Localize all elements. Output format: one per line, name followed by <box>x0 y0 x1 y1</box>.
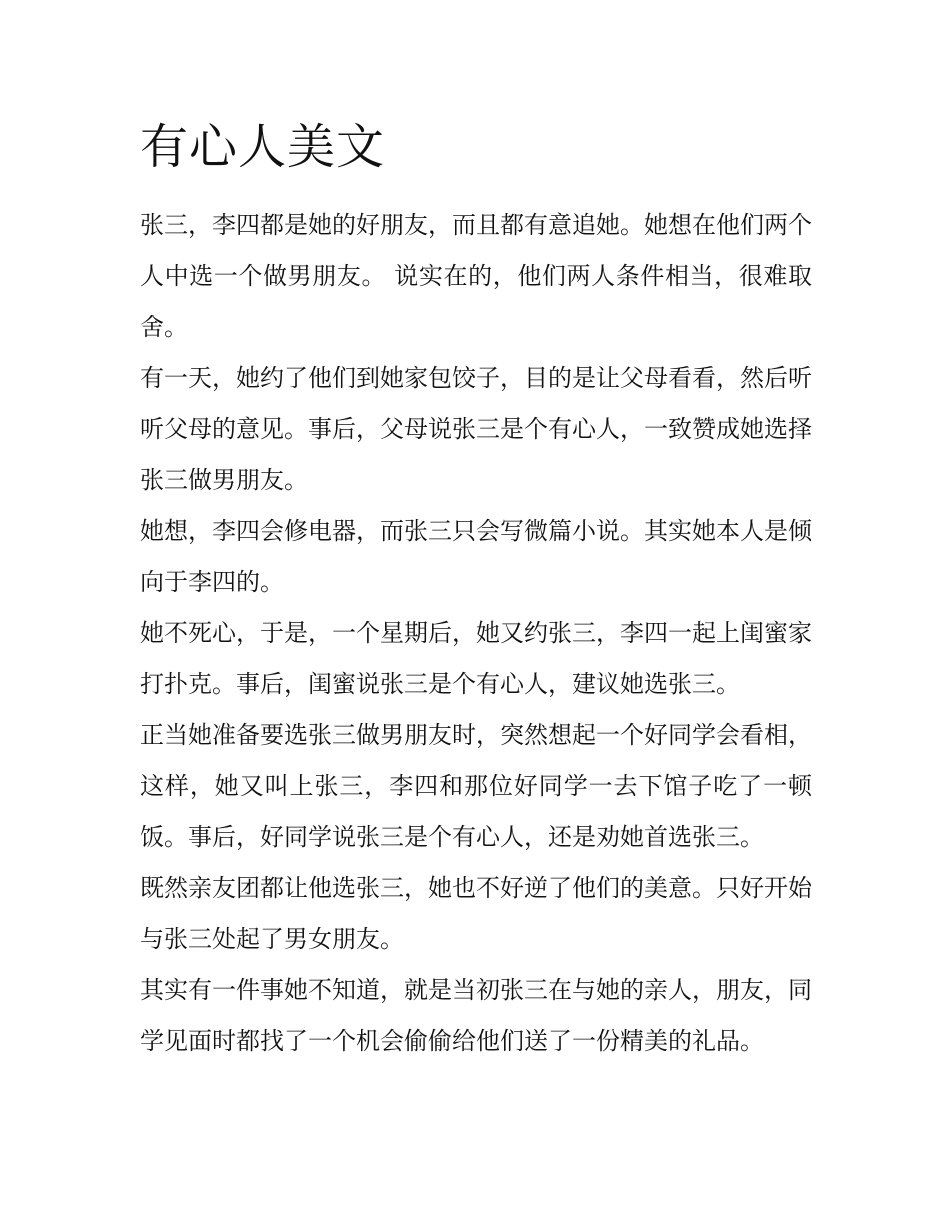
paragraph-6: 既然亲友团都让他选张三，她也不好逆了他们的美意。只好开始与张三处起了男女朋友。 <box>140 874 812 953</box>
paragraph-4: 她不死心，于是，一个星期后，她又约张三，李四一起上闺蜜家打扑克。事后，闺蜜说张三是个有心人，建议她选张三。 <box>140 619 812 698</box>
paragraph-2: 有一天，她约了他们到她家包饺子，目的是让父母看看，然后听听父母的意见。事后，父母说张三是个有心人，一致赞成她选择张三做男朋友。 <box>140 364 812 494</box>
document-page <box>140 112 812 1067</box>
paragraph-5: 正当她准备要选张三做男朋友时，突然想起一个好同学会看相，这样，她又叫上张三，李四和那位好同学一去下馆子吃了一顿饭。事后，好同学说张三是个有心人，还是劝她首选张三。 <box>140 721 812 851</box>
paragraph-3: 她想，李四会修电器，而张三只会写微篇小说。其实她本人是倾向于李四的。 <box>140 517 812 596</box>
paragraph-7: 其实有一件事她不知道，就是当初张三在与她的亲人，朋友，同学见面时都找了一个机会偷偷给他们送了一份精美的礼品。 <box>140 976 812 1055</box>
paragraph-1: 张三，李四都是她的好朋友，而且都有意追她。她想在他们两个人中选一个做男朋友。 说实在的，他们两人条件相当，很难取舍。 <box>140 211 812 341</box>
document-title: 有心人美文 <box>140 119 386 175</box>
